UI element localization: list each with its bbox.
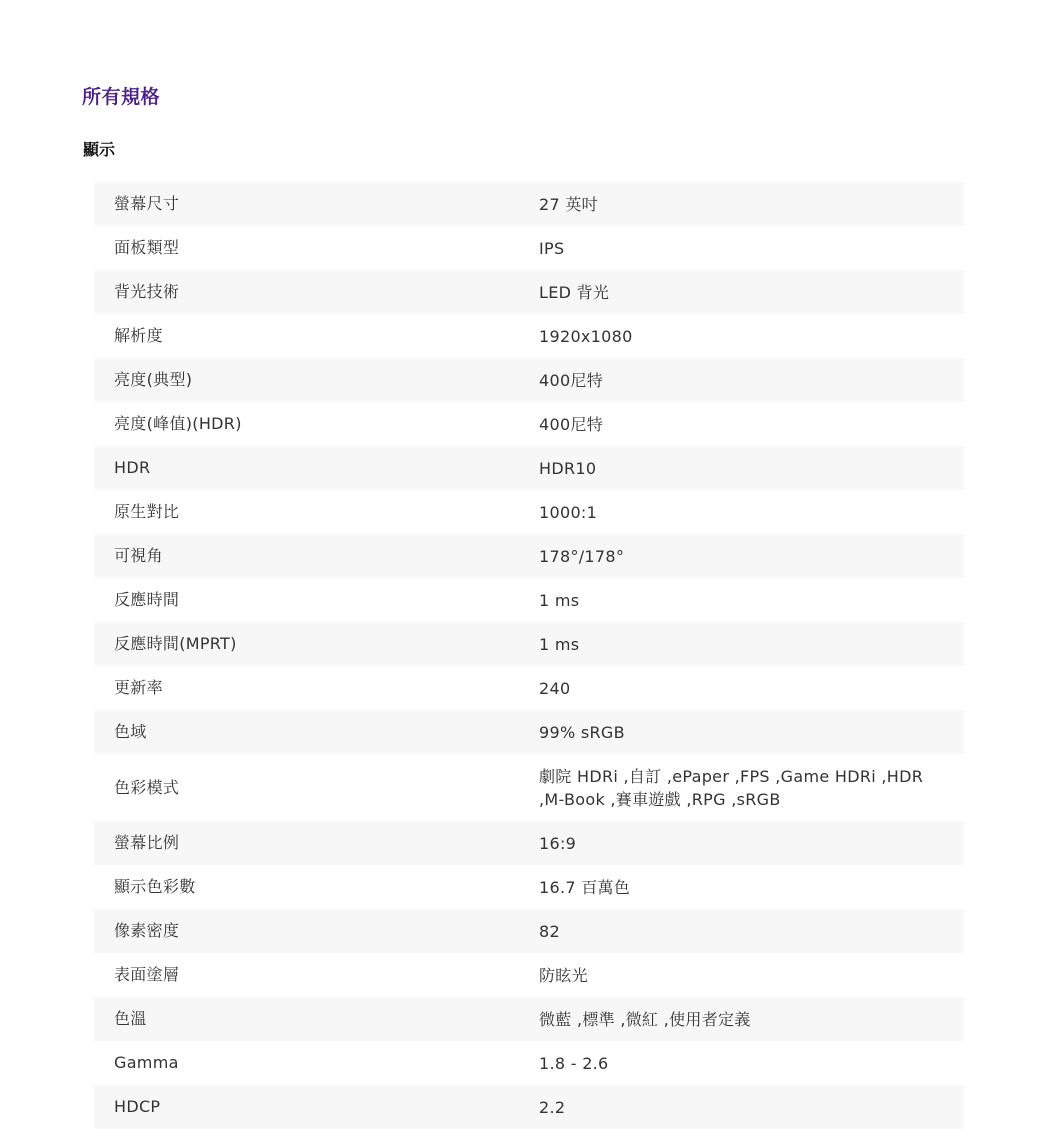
spec-value: 400尼特 [539,370,604,390]
spec-value: IPS [539,238,565,258]
spec-value: 16:9 [539,833,577,853]
spec-row [94,314,964,358]
spec-row [94,666,964,710]
spec-label: 色溫 [114,1009,147,1028]
spec-label: 反應時間(MPRT) [114,634,237,653]
spec-label: HDCP [114,1097,161,1116]
spec-row [94,490,964,534]
spec-row [94,182,964,226]
spec-label: 可視角 [114,546,163,565]
spec-value: 178°/178° [539,546,625,566]
spec-value: 1920x1080 [539,326,633,346]
spec-row [94,446,964,490]
spec-label: 解析度 [114,326,163,345]
spec-row [94,953,964,997]
spec-value: 82 [539,921,560,941]
spec-row [94,821,964,865]
spec-value: 240 [539,678,571,698]
spec-table [94,182,964,1129]
page-title: 所有規格 [82,86,161,108]
spec-label: 螢幕比例 [114,833,180,852]
spec-label: HDR [114,458,151,477]
spec-row [94,1085,964,1129]
spec-label: 色域 [114,722,147,741]
spec-row [94,622,964,666]
spec-value: 劇院 HDRi ,自訂 ,ePaper ,FPS ,Game HDRi ,HDR ,M-Book ,賽車遊戲 ,RPG ,sRGB [539,766,924,809]
spec-value: 27 英吋 [539,194,598,214]
spec-label: 亮度(典型) [114,370,193,389]
spec-label: 反應時間 [114,590,180,609]
spec-value: 2.2 [539,1097,566,1117]
spec-label: 更新率 [114,678,163,697]
spec-row [94,710,964,754]
spec-value: 1000:1 [539,502,598,522]
spec-value: 1 ms [539,634,580,654]
spec-row [94,865,964,909]
spec-value: 防眩光 [539,965,588,985]
spec-label: 螢幕尺寸 [114,194,180,213]
spec-label: 色彩模式 [114,777,180,797]
spec-row [94,578,964,622]
spec-row [94,1041,964,1085]
spec-label: 面板類型 [114,238,180,257]
spec-row [94,997,964,1041]
spec-label: 亮度(峰值)(HDR) [114,414,242,433]
spec-value: LED 背光 [539,282,610,302]
spec-label: 像素密度 [114,921,180,940]
spec-label: 表面塗層 [114,965,180,984]
spec-value: 16.7 百萬色 [539,877,631,897]
spec-value: 1.8 - 2.6 [539,1053,609,1073]
spec-row [94,270,964,314]
spec-value: 99% sRGB [539,722,625,742]
spec-value: HDR10 [539,458,597,478]
spec-row [94,909,964,953]
spec-label: 顯示色彩數 [114,877,196,896]
spec-row [94,226,964,270]
spec-row [94,402,964,446]
spec-row [94,754,964,821]
spec-value: 400尼特 [539,414,604,434]
spec-row [94,358,964,402]
spec-value: 1 ms [539,590,580,610]
spec-label: 原生對比 [114,502,180,521]
spec-label: 背光技術 [114,282,180,301]
spec-row [94,534,964,578]
spec-label: Gamma [114,1053,179,1072]
section-title-display: 顯示 [83,140,116,159]
spec-value: 微藍 ,標準 ,微紅 ,使用者定義 [539,1009,751,1029]
